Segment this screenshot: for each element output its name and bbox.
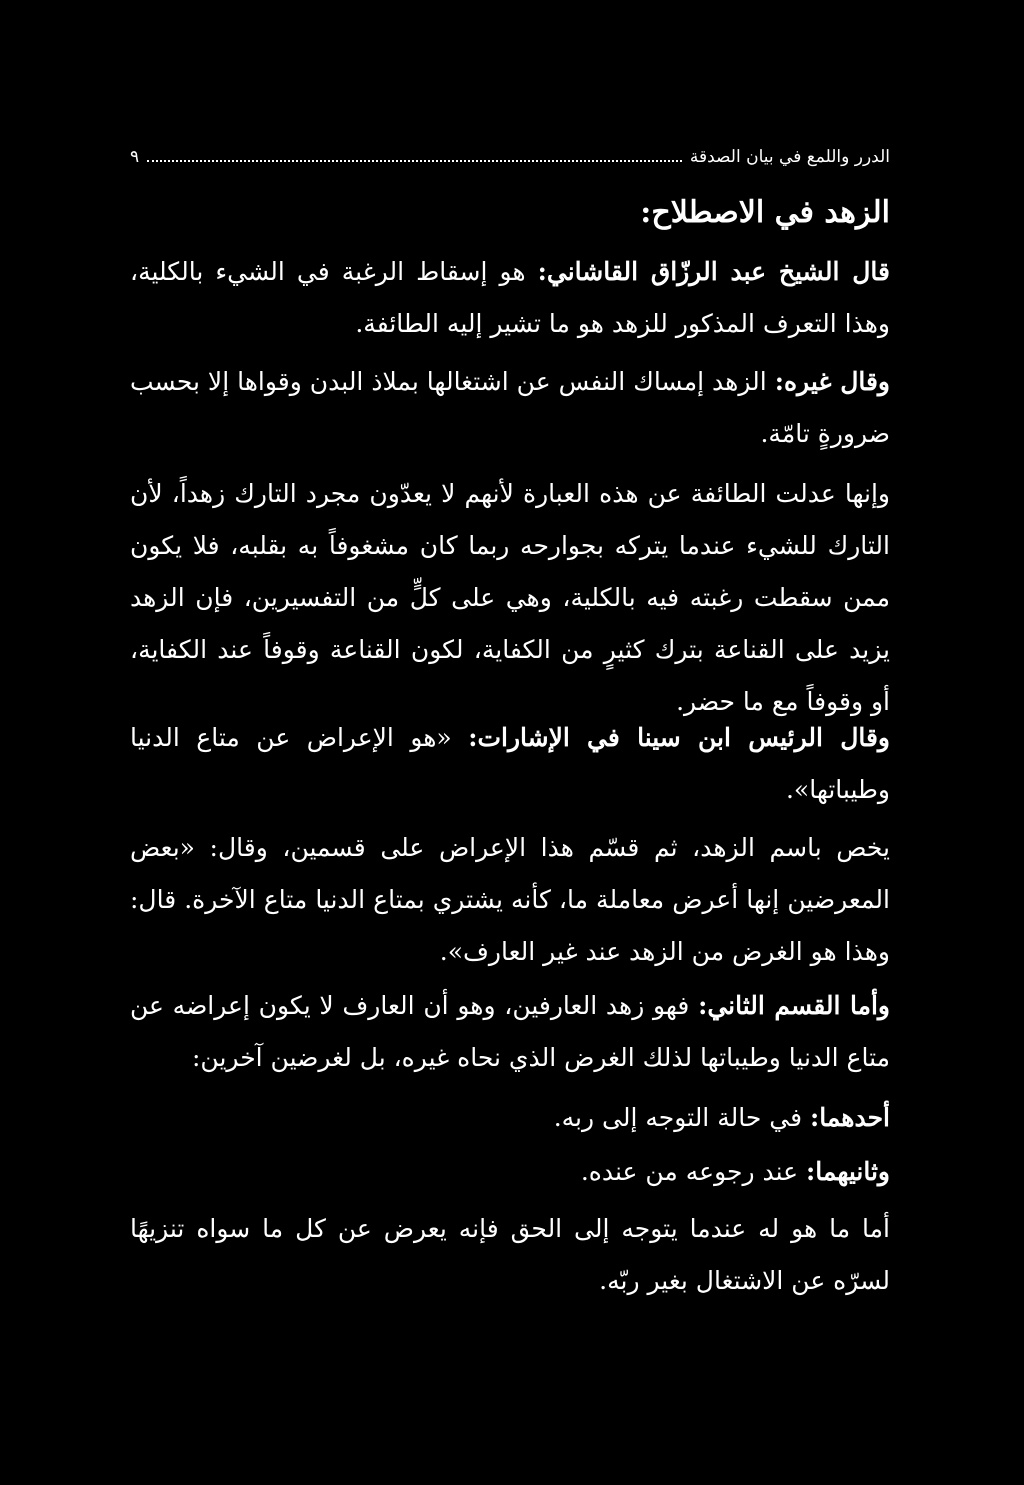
paragraph-text: عند رجوعه من عنده. bbox=[580, 1157, 807, 1186]
paragraph-text: هو إسقاط الرغبة في الشيء بالكلية، وهذا التعرف المذكور للزهد هو ما تشير إليه الطائفة. bbox=[130, 257, 890, 338]
paragraph-lead: وقال الرئيس ابن سينا في الإشارات: bbox=[468, 723, 891, 752]
paragraph-text: وإنها عدلت الطائفة عن هذه العبارة لأنهم لا يعدّون مجرد التارك زهداً، لأن التارك للشيء عندما يتركه بجوارحه ربما كان مشغوفاً به بقلبه، فلا يكون ممن سقطت رغبته فيه بالكلية، وهي على كلٍّ من التفسيرين، فإن الزهد يزيد على القناعة بترك كثيرٍ من الكفاية، لكون القناعة وقوفاً عند الكفاية، أو وقوفاً مع ما حضر. bbox=[130, 479, 890, 716]
paragraph-ibn-sina bbox=[130, 712, 890, 816]
paragraph-lead: وثانيهما: bbox=[806, 1157, 890, 1186]
paragraph-second-type bbox=[130, 980, 890, 1084]
paragraph-first-aim bbox=[130, 1092, 890, 1144]
running-header bbox=[130, 142, 890, 172]
section-heading: الزهد في الاصطلاح: bbox=[640, 195, 890, 230]
paragraph-qashani-definition bbox=[130, 246, 890, 350]
paragraph-text: الزهد إمساك النفس عن اشتغالها بملاذ البدن وقواها إلا بحسب ضرورةٍ تامّة. bbox=[130, 367, 890, 448]
paragraph-lead: وقال غيره: bbox=[774, 367, 891, 396]
paragraph-explanation bbox=[130, 468, 890, 728]
running-title: الدرر واللمع في بيان الصدقة bbox=[689, 147, 890, 167]
paragraph-two-types bbox=[130, 822, 890, 978]
paragraph-text: «هو الإعراض عن متاع الدنيا وطيباتها». bbox=[130, 723, 890, 804]
paragraph-other-definition bbox=[130, 356, 890, 460]
document-page bbox=[130, 130, 890, 1470]
leader-dots bbox=[147, 160, 682, 162]
paragraph-lead: وأما القسم الثاني: bbox=[698, 991, 890, 1020]
paragraph-conclusion bbox=[130, 1203, 890, 1307]
paragraph-text: في حالة التوجه إلى ربه. bbox=[553, 1103, 810, 1132]
paragraph-lead: قال الشيخ عبد الرزّاق القاشاني: bbox=[537, 257, 890, 286]
paragraph-text: أما ما هو له عندما يتوجه إلى الحق فإنه يعرض عن كل ما سواه تنزيهًا لسرّه عن الاشتغال بغير ربّه. bbox=[130, 1214, 890, 1295]
paragraph-second-aim bbox=[130, 1146, 890, 1198]
paragraph-text: فهو زهد العارفين، وهو أن العارف لا يكون إعراضه عن متاع الدنيا وطيباتها لذلك الغرض الذي نحاه غيره، بل لغرضين آخرين: bbox=[130, 991, 890, 1072]
paragraph-text: يخص باسم الزهد، ثم قسّم هذا الإعراض على قسمين، وقال: «بعض المعرضين إنها أعرض معاملة ما، كأنه يشتري بمتاع الدنيا متاع الآخرة. قال: وهذا هو الغرض من الزهد عند غير العارف». bbox=[130, 833, 890, 966]
page-number: ٩ bbox=[130, 147, 140, 167]
paragraph-lead: أحدهما: bbox=[809, 1103, 890, 1132]
